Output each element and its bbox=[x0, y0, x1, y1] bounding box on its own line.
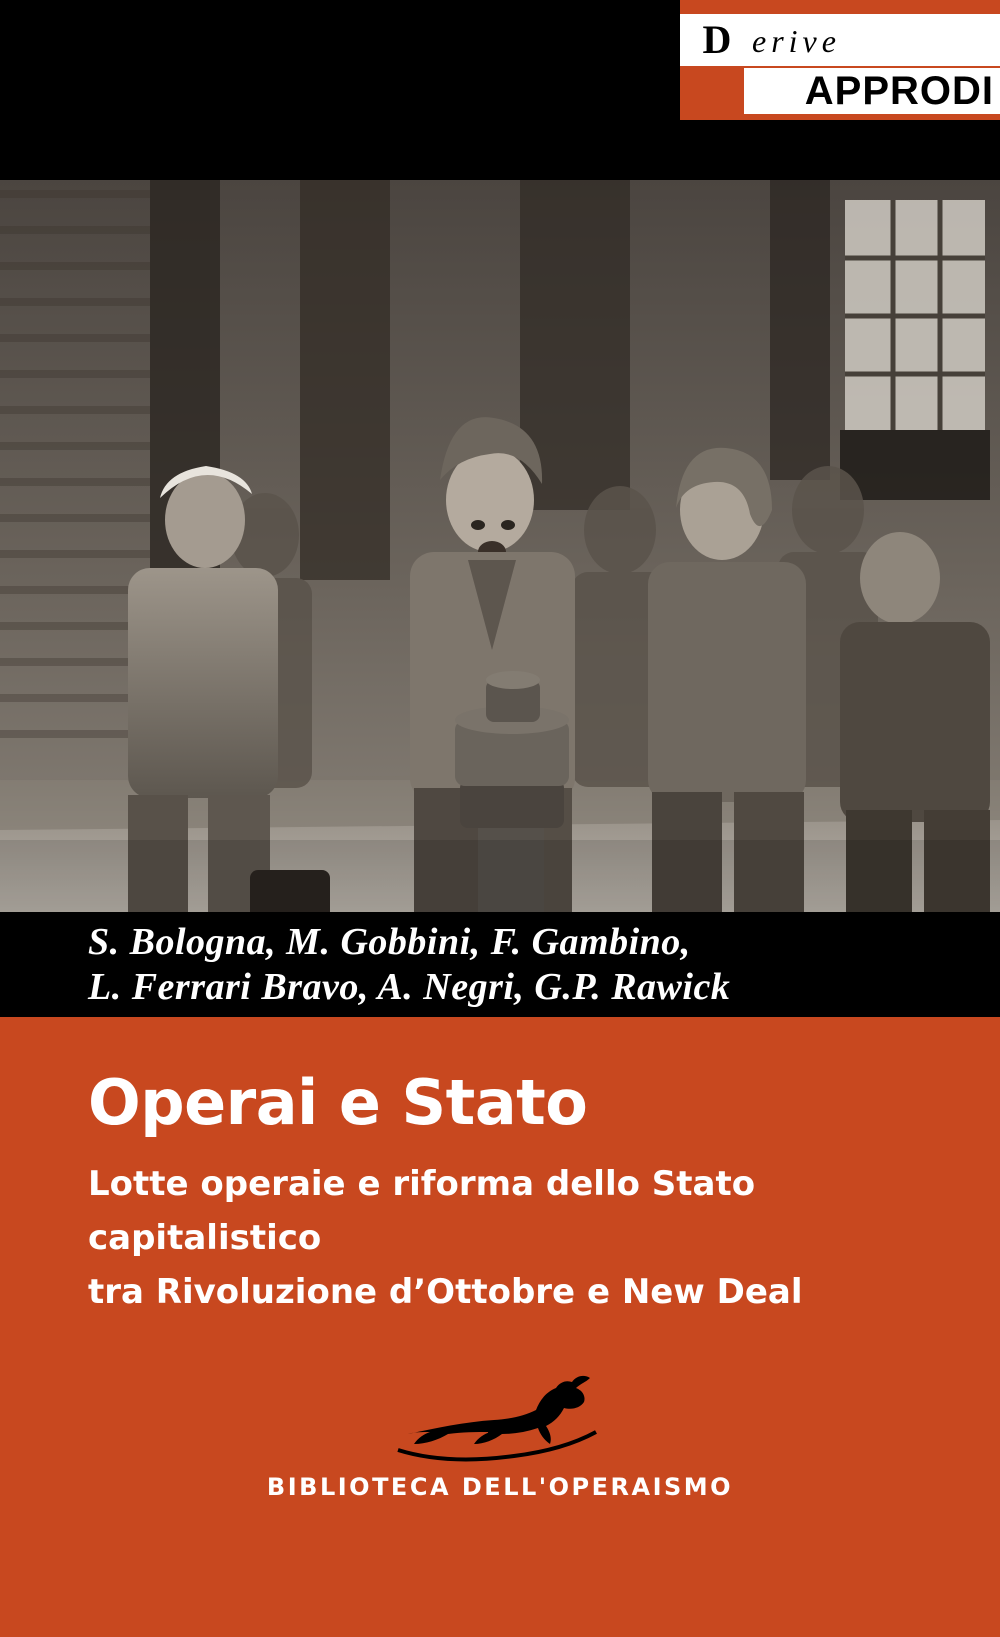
book-subtitle bbox=[88, 1157, 928, 1319]
cover-photograph bbox=[0, 180, 1000, 912]
series-logo-block bbox=[0, 1370, 1000, 1501]
publisher-name-approdi: APPRODI bbox=[744, 68, 1000, 114]
cover-photograph-illustration bbox=[0, 180, 1000, 912]
series-name: BIBLIOTECA DELL'OPERAISMO bbox=[266, 1473, 734, 1501]
title-area bbox=[0, 1017, 1000, 1637]
running-wolf-icon bbox=[390, 1370, 610, 1465]
publisher-logo bbox=[680, 0, 1000, 120]
authors-band bbox=[0, 912, 1000, 1017]
authors-line-2: L. Ferrari Bravo, A. Negri, G.P. Rawick bbox=[88, 966, 731, 1008]
publisher-initial: D bbox=[690, 14, 744, 66]
top-black-band bbox=[0, 0, 1000, 180]
authors-line-1: S. Bologna, M. Gobbini, F. Gambino, bbox=[88, 921, 691, 963]
book-subtitle-line-2: tra Rivoluzione d’Ottobre e New Deal bbox=[88, 1272, 803, 1312]
publisher-name-derive: erive bbox=[752, 23, 841, 59]
book-title: Operai e Stato bbox=[88, 1066, 588, 1139]
book-subtitle-line-1: Lotte operaie e riforma dello Stato capitalistico bbox=[88, 1164, 756, 1258]
